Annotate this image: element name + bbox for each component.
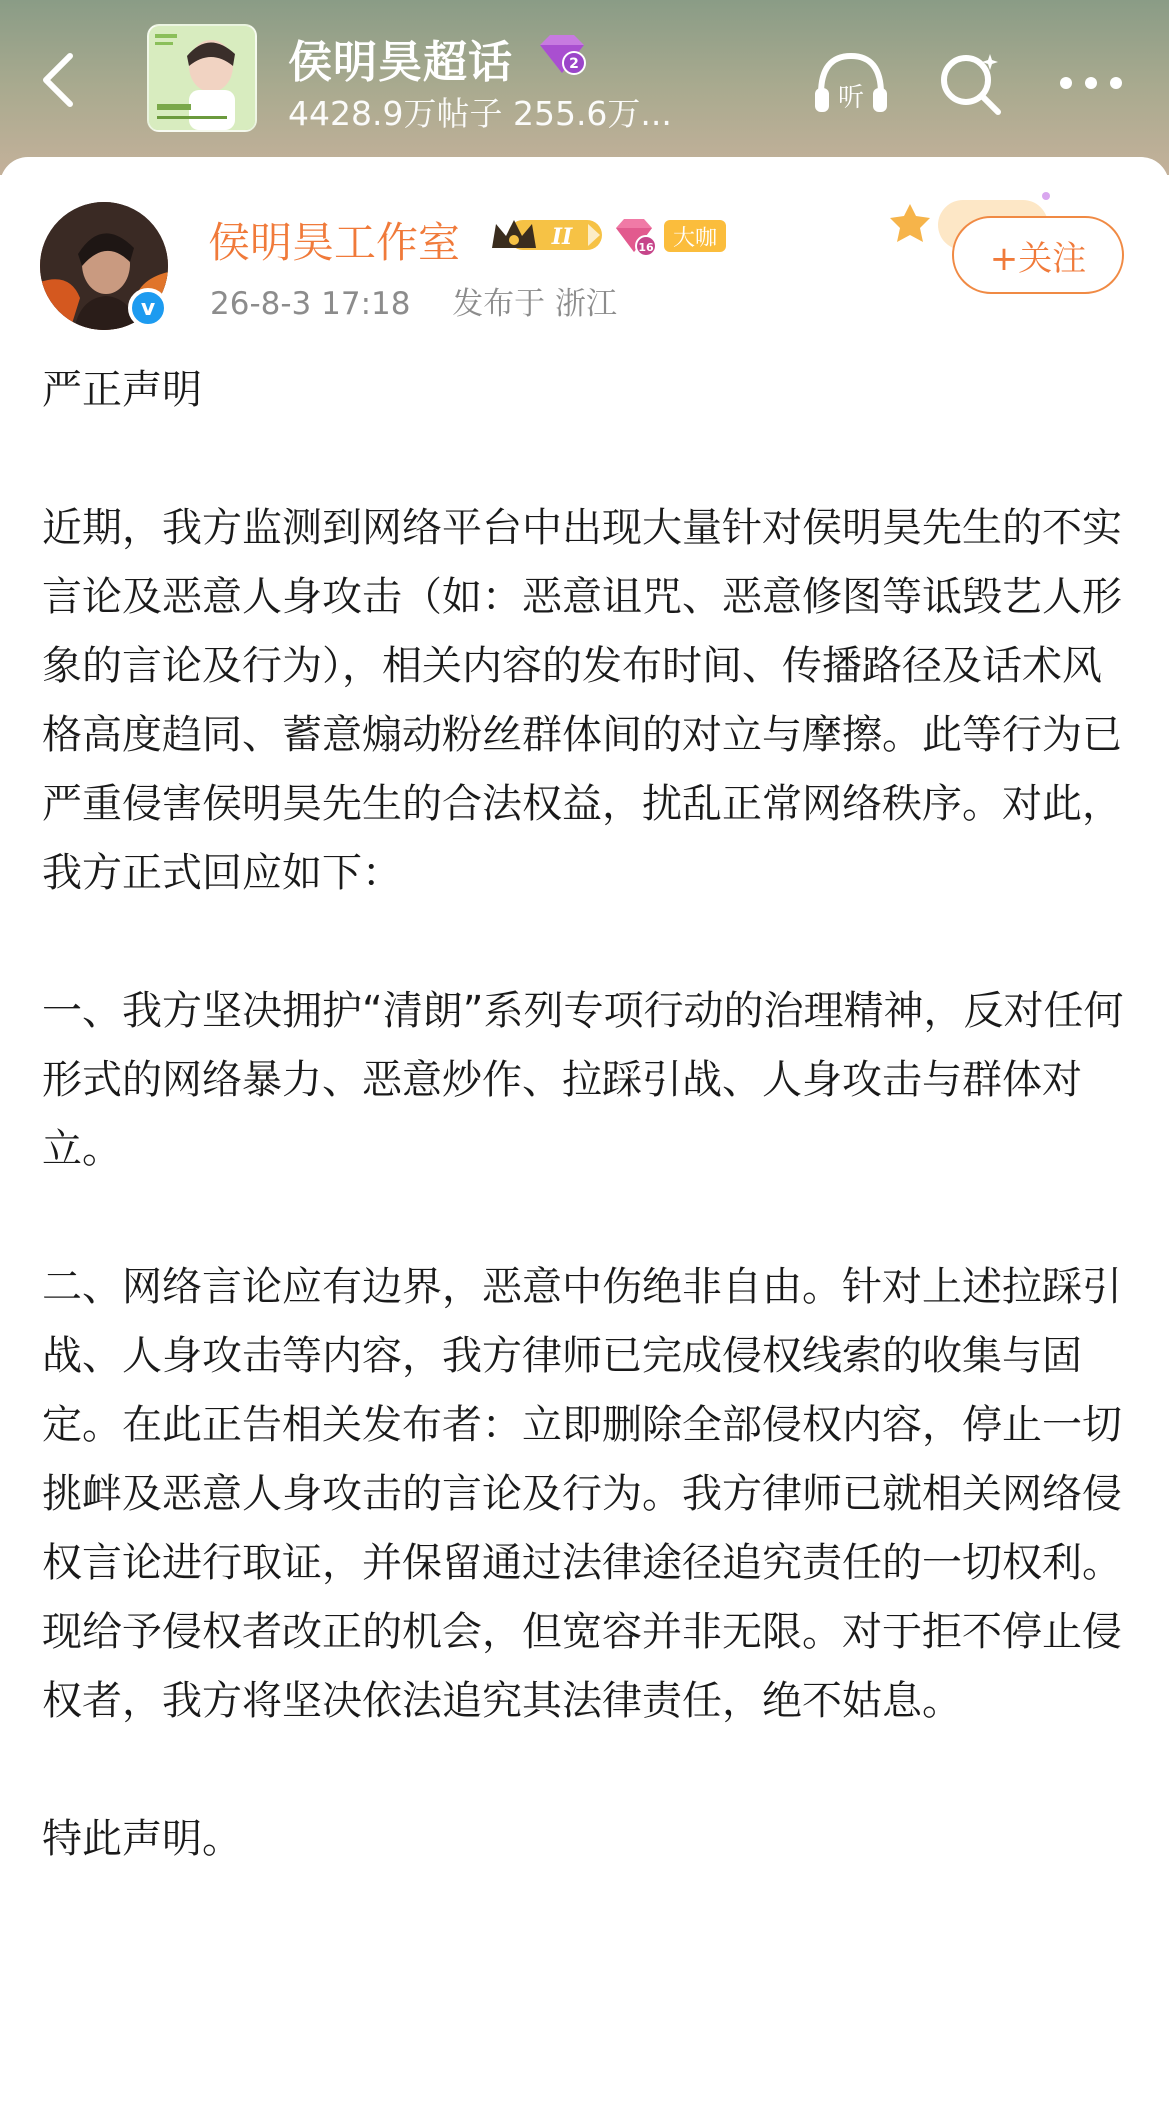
chevron-left-icon [38,50,78,110]
more-dots-icon [1056,73,1126,93]
post-paragraph-3: 二、网络言论应有边界，恶意中伤绝非自由。针对上述拉踩引战、人身攻击等内容，我方律师已完成侵权线索的收集与固定。在此正告相关发布者：立即删除全部侵权内容，停止一切挑衅及恶意人身攻击的言论及行为。我方律师已就相关网络侵权言论进行取证，并保留通过法律途径追究责任的一切权利。现给予侵权者改正的机会，但宽容并非无限。对于拒不停止侵权者，我方将坚决依法追究其法律责任，绝不姑息。 [42,1264,1122,1724]
back-button[interactable] [26,44,90,116]
topic-stats: 4428.9万帖子 255.6万... [288,94,672,133]
follow-button[interactable]: +关注 [952,216,1124,294]
listen-button[interactable] [808,40,894,126]
gem-level-icon [612,216,660,258]
daka-badge: 大咖 [664,220,726,252]
search-button[interactable] [928,40,1014,126]
post-paragraph-title: 严正声明 [42,367,202,413]
topic-cover-image[interactable] [147,24,257,132]
topic-title[interactable]: 侯明昊超话 [288,37,513,88]
post-paragraph-2: 一、我方坚决拥护“清朗”系列专项行动的治理精神，反对任何形式的网络暴力、恶意炒作、拉踩引战、人身攻击与群体对立。 [42,988,1124,1172]
cover-portrait-graphic [149,26,255,130]
svg-text:2: 2 [569,56,579,72]
gem-level-icon [536,33,588,77]
post-meta [210,278,617,323]
more-button[interactable] [1048,40,1134,126]
post-paragraph-closing: 特此声明。 [42,1816,242,1862]
svg-text:听: 听 [837,83,865,113]
author-name[interactable]: 侯明昊工作室 [208,218,461,267]
search-icon [936,48,1006,118]
post-body [42,356,1132,1874]
post-timestamp: 26-8-3 17:18 [210,286,411,322]
verified-v-icon: v [128,288,168,328]
post-location: 发布于 浙江 [452,286,618,322]
headphones-listen-icon [811,48,891,118]
svg-text:16: 16 [638,241,654,254]
post-paragraph-1: 近期，我方监测到网络平台中出现大量针对侯明昊先生的不实言论及恶意人身攻击（如：恶意诅咒、恶意修图等诋毁艺人形象的言论及行为），相关内容的发布时间、传播路径及话术风格高度趋同、蓄意煽动粉丝群体间的对立与摩擦。此等行为已严重侵害侯明昊先生的合法权益，扰乱正常网络秩序。对此，我方正式回应如下： [42,505,1122,896]
topic-level-badge [536,33,588,77]
crown-level-icon [488,214,606,256]
svg-text:II: II [551,224,573,250]
